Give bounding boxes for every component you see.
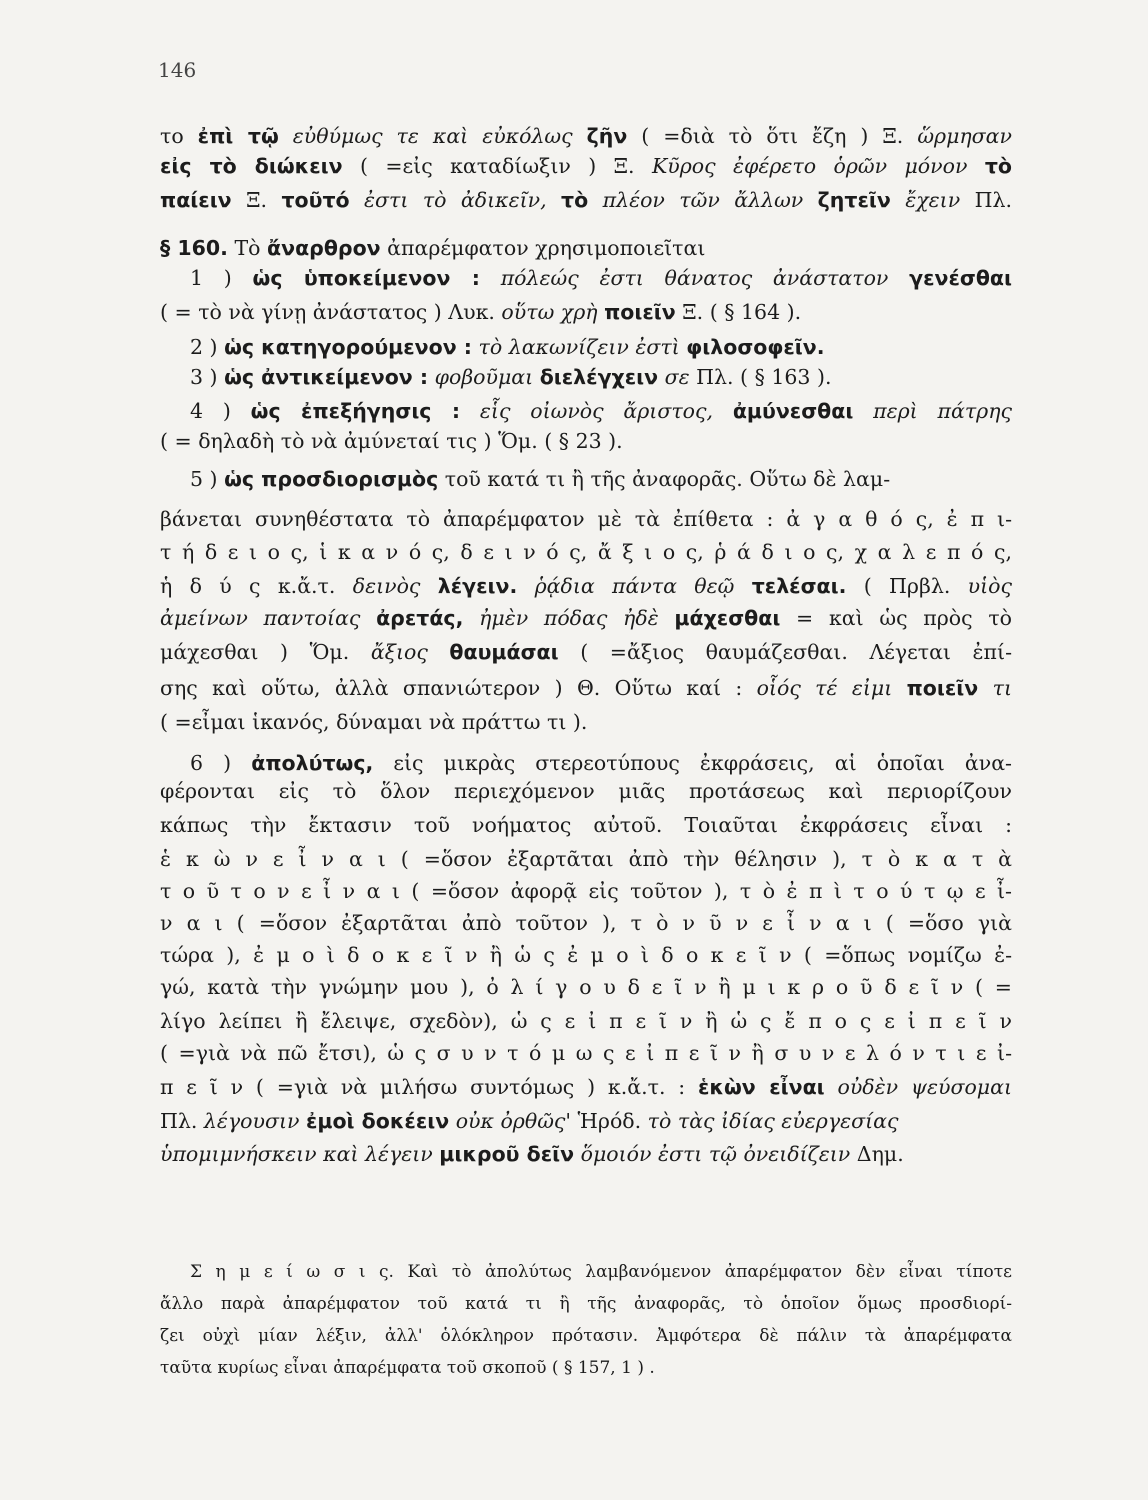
- main-text-run: 3 ): [190, 365, 225, 389]
- main-text-run: πλέον τῶν ἄλλων: [588, 188, 818, 212]
- main-text-run: τὸ λακωνίζειν ἐστὶ: [472, 335, 687, 359]
- main-text-run: ἐστι τὸ ἀδικεῖν,: [349, 188, 562, 212]
- main-text-run: ἄναρθρον: [267, 236, 381, 260]
- main-text-run: Κῦρος ἐφέρετο ὁρῶν μόνον: [651, 154, 985, 178]
- main-line: [190, 333, 1012, 361]
- main-text-run: ὡς ἐπεξήγησις :: [250, 399, 461, 423]
- main-text-run: λέγουσιν: [203, 1109, 306, 1133]
- main-text-run: ( =γιὰ νὰ πῶ ἔτσι), ὡ ς σ υ ν τ ό μ ω ς ε ἰ π ε ῖ ν ἢ σ υ ν ε λ ό ν τ ι ε ἰ-: [160, 1041, 1012, 1065]
- main-text-run: διελέγχειν: [539, 365, 659, 389]
- main-line: [160, 186, 1012, 214]
- main-text-run: = καὶ ὡς πρὸς τὸ: [780, 606, 1012, 630]
- main-text-run: βάνεται συνηθέστατα τὸ ἀπαρέμφατον μὲ τὰ ἐπίθετα : ἀ γ α θ ό ς, ἐ π ι-: [160, 507, 1012, 531]
- main-line: [160, 122, 1012, 150]
- main-text-run: ἔχειν: [890, 188, 975, 212]
- main-text-run: ὅμοιόν ἐστι τῷ ὀνειδίζειν: [574, 1142, 857, 1166]
- main-text-run: ἀρετάς,: [376, 606, 464, 630]
- main-line: [160, 1073, 1012, 1101]
- main-line: [160, 708, 1012, 736]
- main-line: [160, 1039, 1012, 1067]
- main-text-run: εἷς οἰωνὸς ἄριστος,: [460, 399, 733, 423]
- main-text-run: τὸ: [984, 154, 1012, 178]
- main-text-run: φιλοσοφεῖν.: [686, 335, 825, 359]
- main-text-run: ' Ἡρόδ.: [565, 1109, 648, 1133]
- main-text-run: Πλ.: [974, 188, 1012, 212]
- main-text-run: 4 ): [190, 399, 251, 423]
- main-text-run: οὕτω χρὴ: [501, 300, 605, 324]
- main-text-run: Δημ.: [856, 1142, 904, 1166]
- main-text-run: ὑπομιμνήσκειν καὶ λέγειν: [160, 1142, 440, 1166]
- main-line: [190, 465, 1012, 493]
- main-text-run: ἐμοὶ δοκέειν: [305, 1109, 450, 1133]
- main-text-run: γενέσθαι: [909, 266, 1012, 290]
- main-text-run: περὶ πάτρης: [853, 399, 1012, 423]
- main-text-run: ( = τὸ νὰ γίνῃ ἀνάστατος ) Λυκ.: [160, 300, 502, 324]
- note-line: [160, 1290, 1012, 1318]
- main-line: [160, 811, 1012, 839]
- main-text-run: ὡς ὑποκείμενον :: [252, 266, 480, 290]
- main-text-run: ἡ δ ύ ς κ.ἄ.τ.: [160, 574, 353, 598]
- main-text-run: π ε ῖ ν ( =γιὰ νὰ μιλήσω συντόμως ) κ.ἄ.τ. :: [160, 1075, 699, 1099]
- main-line: [160, 877, 1012, 905]
- main-text-run: τ ή δ ε ι ο ς, ἱ κ α ν ό ς, δ ε ι ν ό ς, ἄ ξ ι ο ς, ῥ ά δ ι ο ς, χ α λ ε π ό ς,: [160, 540, 1012, 564]
- note-text-run: Σ η μ ε ί ω σ ι ς. Καὶ τὸ ἀπολύτως λαμβανόμενον ἀπαρέμφατον δὲν εἶναι τίποτε: [190, 1262, 1012, 1282]
- main-line: [160, 298, 1012, 326]
- main-text-run: πόλεώς ἐστι θάνατος ἀνάστατον: [479, 266, 910, 290]
- main-line: [190, 397, 1012, 425]
- main-text-run: δεινὸς: [352, 574, 438, 598]
- main-text-run: ἑ κ ὼ ν ε ἶ ν α ι ( =ὅσον ἐξαρτᾶται ἀπὸ τὴν θέλησιν ), τ ὸ κ α τ ὰ: [160, 847, 1012, 871]
- main-text-run: μικροῦ δεῖν: [439, 1142, 575, 1166]
- main-text-run: ( =διὰ τὸ ὅτι ἔζη ) Ξ.: [627, 124, 918, 148]
- note-text-run: ζει οὐχὶ μίαν λέξιν, ἀλλ' ὁλόκληρον πρότασιν. Ἀμφότερα δὲ πάλιν τὰ ἀπαρέμφατα: [160, 1326, 1012, 1346]
- main-text-run: Ξ.: [231, 188, 282, 212]
- main-text-run: ἀπαρέμφατον χρησιμοποιεῖται: [380, 236, 706, 260]
- main-text-run: τὸ τὰς ἰδίας εὐεργεσίας: [647, 1109, 899, 1133]
- main-line: [160, 973, 1012, 1001]
- main-text-run: ἀμύνεσθαι: [732, 399, 854, 423]
- main-text-run: σε: [658, 365, 697, 389]
- main-line: [160, 909, 1012, 937]
- main-text-run: 2 ): [190, 335, 225, 359]
- main-text-run: φοβοῦμαι: [428, 365, 540, 389]
- main-text-run: κάπως τὴν ἔκτασιν τοῦ νοήματος αὐτοῦ. Τοιαῦται ἐκφράσεις εἶναι :: [160, 813, 1012, 837]
- main-text-run: εὐθύμως τε καὶ εὐκόλως: [278, 124, 587, 148]
- main-line: [160, 152, 1012, 180]
- main-text-run: ὥρμησαν: [917, 124, 1012, 148]
- main-text-run: ζητεῖν: [817, 188, 891, 212]
- main-text-run: 6 ): [190, 751, 252, 775]
- main-text-run: τοῦ κατά τι ἢ τῆς ἀναφορᾶς. Οὕτω δὲ λαμ-: [438, 467, 891, 491]
- main-line: [160, 1140, 1012, 1168]
- main-text-run: τοῦτό: [281, 188, 350, 212]
- main-text-run: μάχεσθαι: [674, 606, 781, 630]
- page-number: 146: [158, 58, 197, 82]
- main-text-run: ἐπὶ τῷ: [197, 124, 279, 148]
- main-text-run: εἰς τὸ διώκειν: [160, 154, 343, 178]
- main-text-run: λέγειν.: [437, 574, 518, 598]
- main-line: [160, 505, 1012, 533]
- main-text-run: γώ, κατὰ τὴν γνώμην μου ), ὀ λ ί γ ο υ δ ε ῖ ν ἢ μ ι κ ρ ο ῦ δ ε ῖ ν ( =: [160, 975, 1012, 999]
- main-text-run: ἠμὲν πόδας ἠδὲ: [463, 606, 675, 630]
- main-line: [190, 749, 1012, 777]
- main-text-run: ( Πρβλ.: [846, 574, 968, 598]
- main-text-run: τελέσαι.: [751, 574, 847, 598]
- main-text-run: ν α ι ( =ὅσον ἐξαρτᾶται ἀπὸ τοῦτον ), τ ὸ ν ῦ ν ε ἶ ν α ι ( =ὅσο γιὰ: [160, 911, 1012, 935]
- main-line: [160, 777, 1012, 805]
- main-line: [160, 1007, 1012, 1035]
- main-text-run: ἑκὼν εἶναι: [698, 1075, 825, 1099]
- main-text-run: φέρονται εἰς τὸ ὅλον περιεχόμενον μιᾶς προτάσεως καὶ περιορίζουν: [160, 779, 1012, 803]
- main-text-run: ἀμείνων παντοίας: [160, 606, 377, 630]
- main-text-run: ὡς ἀντικείμενον :: [224, 365, 429, 389]
- main-text-run: τι: [978, 676, 1012, 700]
- note-text-run: ἄλλο παρὰ ἀπαρέμφατον τοῦ κατά τι ἢ τῆς ἀναφορᾶς, τὸ ὁποῖον ὅμως προσδιορί-: [160, 1294, 1012, 1314]
- main-text-run: 1 ): [190, 266, 253, 290]
- main-text-run: ὡς κατηγορούμενον :: [224, 335, 472, 359]
- note-line: [160, 1322, 1012, 1350]
- main-text-run: λίγο λείπει ἢ ἔλειψε, σχεδὸν), ὡ ς ε ἰ π ε ῖ ν ἢ ὡ ς ἔ π ο ς ε ἰ π ε ῖ ν: [160, 1009, 1012, 1033]
- main-text-run: θαυμάσαι: [449, 640, 559, 664]
- note-text-run: ταῦτα κυρίως εἶναι ἀπαρέμφατα τοῦ σκοποῦ ( § 157, 1 ) .: [160, 1358, 655, 1378]
- main-line: [190, 264, 1012, 292]
- main-text-run: ἀπολύτως,: [251, 751, 374, 775]
- main-line: [160, 427, 1012, 455]
- main-text-run: ἄξιος: [370, 640, 450, 664]
- note-line: [190, 1258, 1012, 1286]
- main-text-run: υἱὸς: [967, 574, 1012, 598]
- main-text-run: ῥᾴδια πάντα θεῷ: [517, 574, 752, 598]
- main-text-run: Πλ. ( § 163 ).: [696, 365, 832, 389]
- main-text-run: ποιεῖν: [906, 676, 979, 700]
- main-line: [160, 1107, 1012, 1135]
- main-text-run: ὡς προσδιορισμὸς: [224, 467, 439, 491]
- main-text-run: ( =εἶμαι ἱκανός, δύναμαι νὰ πράττω τι ).: [160, 710, 588, 734]
- note-line: [160, 1354, 1012, 1382]
- main-text-run: ( =ἄξιος θαυμάζεσθαι. Λέγεται ἐπί-: [558, 640, 1012, 664]
- main-text-run: Τὸ: [227, 236, 268, 260]
- main-line: [160, 234, 1012, 262]
- main-text-run: οὐκ ὀρθῶς: [449, 1109, 566, 1133]
- main-text-run: Πλ.: [160, 1109, 204, 1133]
- main-text-run: § 160.: [160, 236, 228, 260]
- main-line: [160, 674, 1012, 702]
- main-text-run: ( = δηλαδὴ τὸ νὰ ἀμύνεταί τις ) Ὅμ. ( § 23 ).: [160, 429, 623, 453]
- main-line: [160, 604, 1012, 632]
- main-text-run: ποιεῖν: [604, 300, 676, 324]
- main-line: [160, 572, 1012, 600]
- main-line: [160, 538, 1012, 566]
- main-text-run: τὸ: [561, 188, 589, 212]
- main-line: [160, 845, 1012, 873]
- main-text-run: οἷός τέ εἰμι: [756, 676, 907, 700]
- main-text-run: Ξ. ( § 164 ).: [675, 300, 802, 324]
- main-text-run: μάχεσθαι ) Ὅμ.: [160, 640, 371, 664]
- main-text-run: το: [160, 124, 198, 148]
- main-text-run: εἰς μικρὰς στερεοτύπους ἐκφράσεις, αἱ ὁποῖαι ἀνα-: [373, 751, 1012, 775]
- main-text-run: σης καὶ οὕτω, ἀλλὰ σπανιώτερον ) Θ. Οὕτω καί :: [160, 676, 757, 700]
- main-text-run: ζῆν: [586, 124, 628, 148]
- main-text-run: τ ο ῦ τ ο ν ε ἶ ν α ι ( =ὅσον ἀφορᾷ εἰς τοῦτον ), τ ὸ ἐ π ὶ τ ο ύ τ ῳ ε ἶ-: [160, 879, 1012, 903]
- main-line: [190, 363, 1012, 391]
- main-line: [160, 638, 1012, 666]
- main-text-run: ( =εἰς καταδίωξιν ) Ξ.: [342, 154, 652, 178]
- main-text-run: οὐδὲν ψεύσομαι: [824, 1075, 1012, 1099]
- main-line: [160, 941, 1012, 969]
- main-text-run: 5 ): [190, 467, 225, 491]
- main-text-run: παίειν: [160, 188, 232, 212]
- main-text-run: τώρα ), ἐ μ ο ὶ δ ο κ ε ῖ ν ἢ ὡ ς ἐ μ ο ὶ δ ο κ ε ῖ ν ( =ὅπως νομίζω ἐ-: [160, 943, 1012, 967]
